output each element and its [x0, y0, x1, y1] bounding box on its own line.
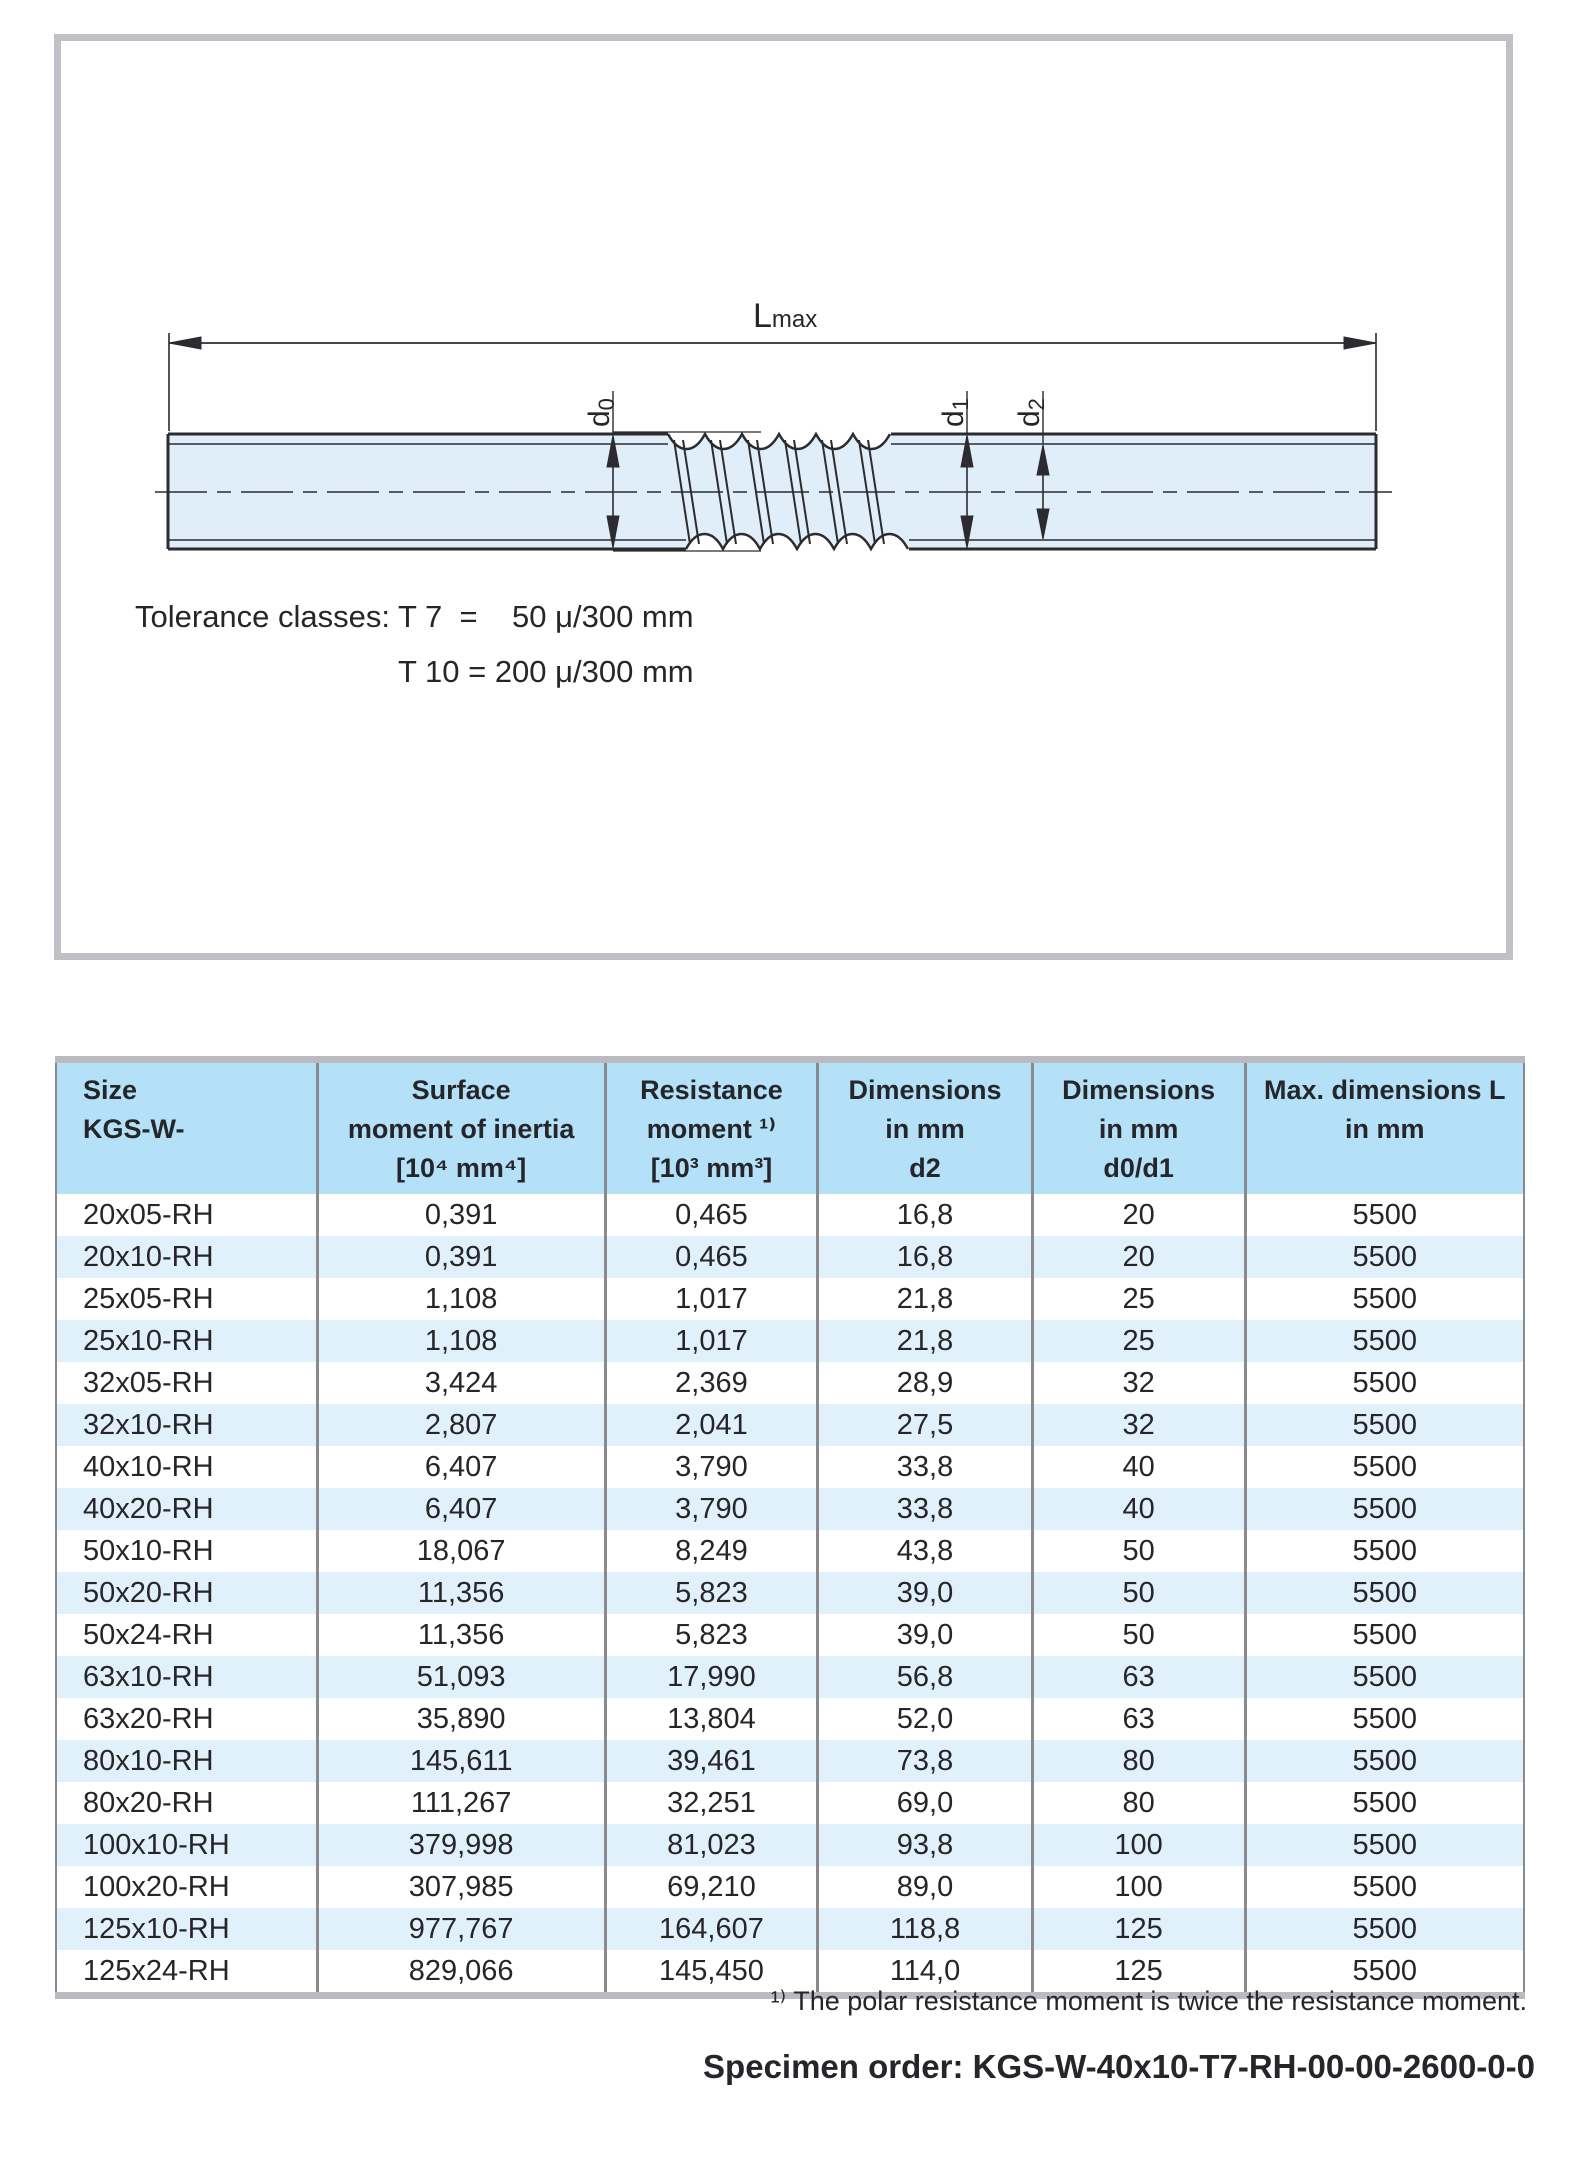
column-header: Max. dimensions L in mm — [1245, 1060, 1524, 1195]
table-cell: 32,251 — [605, 1782, 818, 1824]
table-cell: 32 — [1032, 1404, 1245, 1446]
table-cell: 56,8 — [818, 1656, 1032, 1698]
table-cell: 50 — [1032, 1530, 1245, 1572]
table-cell: 80 — [1032, 1782, 1245, 1824]
table-cell: 40 — [1032, 1488, 1245, 1530]
table-cell: 28,9 — [818, 1362, 1032, 1404]
table-cell: 25x10-RH — [56, 1320, 317, 1362]
table-cell: 20 — [1032, 1194, 1245, 1236]
table-cell: 0,465 — [605, 1194, 818, 1236]
table-cell: 73,8 — [818, 1740, 1032, 1782]
table-cell: 25x05-RH — [56, 1278, 317, 1320]
table-cell: 5500 — [1352, 1660, 1418, 1693]
table-cell: 307,985 — [317, 1866, 605, 1908]
table-cell: 5500 — [1352, 1492, 1418, 1525]
table-cell: 35,890 — [317, 1698, 605, 1740]
table-cell: 11,356 — [317, 1572, 605, 1614]
table-cell: 25 — [1032, 1278, 1245, 1320]
tolerance-line-t10: T 10 = 200 μ/300 mm — [398, 654, 694, 689]
d2-label: d2 — [1013, 398, 1049, 427]
table-cell: 0,465 — [605, 1236, 818, 1278]
table-cell: 20x10-RH — [56, 1236, 317, 1278]
table-cell: 118,8 — [818, 1908, 1032, 1950]
table-cell: 32x10-RH — [56, 1404, 317, 1446]
table-cell: 164,607 — [605, 1908, 818, 1950]
table-row — [56, 1908, 1524, 1950]
table-cell: 25 — [1032, 1320, 1245, 1362]
table-cell: 5500 — [1352, 1786, 1418, 1819]
table-cell: 5500 — [1352, 1702, 1418, 1735]
column-header: Resistance moment ¹⁾ [10³ mm³] — [605, 1060, 818, 1195]
table-cell: 5500 — [1352, 1576, 1418, 1609]
table-cell: 39,461 — [605, 1740, 818, 1782]
table-row — [56, 1740, 1524, 1782]
table-cell: 1,017 — [605, 1278, 818, 1320]
table-cell: 5500 — [1352, 1198, 1418, 1231]
table-cell: 21,8 — [818, 1278, 1032, 1320]
table-cell: 125x10-RH — [56, 1908, 317, 1950]
table-cell: 20x05-RH — [56, 1194, 317, 1236]
table-cell: 52,0 — [818, 1698, 1032, 1740]
table-cell: 3,790 — [605, 1488, 818, 1530]
table-row — [56, 1194, 1524, 1236]
tolerance-line-t7: T 7 = 50 μ/300 mm — [398, 599, 694, 634]
lmax-dimension — [169, 333, 1376, 431]
table-cell: 6,407 — [317, 1446, 605, 1488]
table-cell: 40x20-RH — [56, 1488, 317, 1530]
table-cell: 111,267 — [317, 1782, 605, 1824]
table-cell: 39,0 — [818, 1572, 1032, 1614]
table-row — [56, 1320, 1524, 1362]
table-cell: 63 — [1032, 1698, 1245, 1740]
table-cell: 2,041 — [605, 1404, 818, 1446]
table-row — [56, 1488, 1524, 1530]
table-cell: 125 — [1032, 1908, 1245, 1950]
table-cell: 63 — [1032, 1656, 1245, 1698]
table-cell: 5500 — [1352, 1282, 1418, 1315]
table-cell: 43,8 — [818, 1530, 1032, 1572]
spec-table-wrap — [55, 1056, 1525, 1999]
table-cell: 5500 — [1352, 1450, 1418, 1483]
table-cell: 100x20-RH — [56, 1866, 317, 1908]
table-cell: 5500 — [1352, 1912, 1418, 1945]
table-cell: 32x05-RH — [56, 1362, 317, 1404]
screw-shaft-diagram — [61, 41, 1506, 953]
table-row — [56, 1614, 1524, 1656]
footnote: ¹⁾ The polar resistance moment is twice the resistance moment. — [770, 1986, 1527, 2016]
table-cell: 2,807 — [317, 1404, 605, 1446]
column-header: Surface moment of inertia [10⁴ mm⁴] — [317, 1060, 605, 1195]
table-row — [56, 1362, 1524, 1404]
table-cell: 80x20-RH — [56, 1782, 317, 1824]
shaft-body — [155, 432, 1392, 551]
table-cell: 21,8 — [818, 1320, 1032, 1362]
table-cell: 50 — [1032, 1614, 1245, 1656]
table-cell: 6,407 — [317, 1488, 605, 1530]
table-row — [56, 1782, 1524, 1824]
table-row — [56, 1530, 1524, 1572]
table-row — [56, 1656, 1524, 1698]
table-cell: 50x24-RH — [56, 1614, 317, 1656]
specimen-order: Specimen order: KGS-W-40x10-T7-RH-00-00-2600-0-0 — [703, 2048, 1535, 2085]
table-cell: 13,804 — [605, 1698, 818, 1740]
table-cell: 1,108 — [317, 1320, 605, 1362]
table-cell: 32 — [1032, 1362, 1245, 1404]
table-cell: 125 — [1032, 1950, 1245, 1996]
table-cell: 2,369 — [605, 1362, 818, 1404]
table-cell: 89,0 — [818, 1866, 1032, 1908]
table-row — [56, 1404, 1524, 1446]
spec-table — [55, 1056, 1525, 1999]
table-cell: 50x10-RH — [56, 1530, 317, 1572]
column-header: Size KGS-W- — [56, 1060, 317, 1195]
drawing-box — [54, 34, 1513, 960]
table-cell: 0,391 — [317, 1194, 605, 1236]
table-cell: 16,8 — [818, 1236, 1032, 1278]
table-cell: 27,5 — [818, 1404, 1032, 1446]
table-row — [56, 1278, 1524, 1320]
table-cell: 100x10-RH — [56, 1824, 317, 1866]
table-cell: 16,8 — [818, 1194, 1032, 1236]
table-row — [56, 1446, 1524, 1488]
table-cell: 145,611 — [317, 1740, 605, 1782]
table-cell: 50x20-RH — [56, 1572, 317, 1614]
table-cell: 63x10-RH — [56, 1656, 317, 1698]
table-cell: 33,8 — [818, 1446, 1032, 1488]
tolerance-label: Tolerance classes: — [135, 599, 391, 634]
lmax-label: Lmax — [753, 297, 818, 335]
table-cell: 0,391 — [317, 1236, 605, 1278]
table-cell: 39,0 — [818, 1614, 1032, 1656]
table-cell: 5500 — [1352, 1828, 1418, 1861]
d0-label: d0 — [583, 398, 619, 427]
table-cell: 69,210 — [605, 1866, 818, 1908]
table-cell: 50 — [1032, 1572, 1245, 1614]
table-cell: 11,356 — [317, 1614, 605, 1656]
table-cell: 5500 — [1352, 1366, 1418, 1399]
table-cell: 5500 — [1352, 1618, 1418, 1651]
table-cell: 40 — [1032, 1446, 1245, 1488]
table-cell: 1,017 — [605, 1320, 818, 1362]
table-cell: 100 — [1032, 1866, 1245, 1908]
table-cell: 5500 — [1352, 1870, 1418, 1903]
table-cell: 17,990 — [605, 1656, 818, 1698]
table-cell: 5500 — [1352, 1744, 1418, 1777]
table-cell: 51,093 — [317, 1656, 605, 1698]
tolerance-classes — [135, 589, 694, 699]
table-cell: 5,823 — [605, 1614, 818, 1656]
table-cell: 977,767 — [317, 1908, 605, 1950]
table-cell: 80 — [1032, 1740, 1245, 1782]
table-cell: 81,023 — [605, 1824, 818, 1866]
table-header-row — [56, 1060, 1524, 1195]
table-cell: 20 — [1032, 1236, 1245, 1278]
table-cell: 5500 — [1352, 1408, 1418, 1441]
table-row — [56, 1236, 1524, 1278]
table-cell: 3,790 — [605, 1446, 818, 1488]
table-cell: 5,823 — [605, 1572, 818, 1614]
column-header: Dimensions in mm d0/d1 — [1032, 1060, 1245, 1195]
table-cell: 8,249 — [605, 1530, 818, 1572]
table-cell: 5500 — [1352, 1324, 1418, 1357]
table-cell: 379,998 — [317, 1824, 605, 1866]
table-row — [56, 1572, 1524, 1614]
table-cell: 1,108 — [317, 1278, 605, 1320]
column-header: Dimensions in mm d2 — [818, 1060, 1032, 1195]
table-cell: 145,450 — [605, 1950, 818, 1996]
table-cell: 69,0 — [818, 1782, 1032, 1824]
table-cell: 63x20-RH — [56, 1698, 317, 1740]
table-cell: 114,0 — [818, 1950, 1032, 1996]
d1-label: d1 — [937, 398, 973, 427]
table-cell: 93,8 — [818, 1824, 1032, 1866]
table-cell: 100 — [1032, 1824, 1245, 1866]
table-row — [56, 1866, 1524, 1908]
table-cell: 33,8 — [818, 1488, 1032, 1530]
table-cell: 829,066 — [317, 1950, 605, 1996]
table-cell: 80x10-RH — [56, 1740, 317, 1782]
table-cell: 18,067 — [317, 1530, 605, 1572]
table-row — [56, 1824, 1524, 1866]
table-body — [56, 1194, 1524, 1996]
table-cell: 5500 — [1352, 1240, 1418, 1273]
table-cell: 5500 — [1352, 1954, 1418, 1987]
table-cell: 40x10-RH — [56, 1446, 317, 1488]
table-cell: 5500 — [1352, 1534, 1418, 1567]
table-row — [56, 1698, 1524, 1740]
table-cell: 125x24-RH — [56, 1950, 317, 1996]
table-cell: 3,424 — [317, 1362, 605, 1404]
